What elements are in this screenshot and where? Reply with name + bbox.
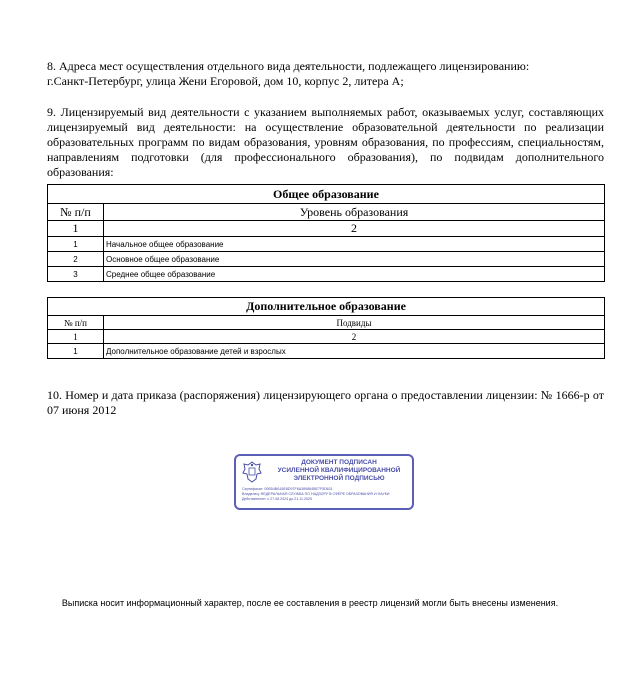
row-number: 2	[48, 252, 104, 267]
row-subtype: Дополнительное образование детей и взрослых	[104, 344, 605, 359]
table-row	[48, 267, 605, 282]
electronic-signature-stamp	[234, 454, 414, 510]
additional-education-table	[47, 297, 605, 359]
section-9-text: 9. Лицензируемый вид деятельности с указанием выполняемых работ, оказываемых услуг, составляющих лицензируемый вид деятельности: на осуществление образовательной деятельности по реализации образовательных программ по видам образования, уровням образования, по профессиям, специальностям, направлениям подготовки (для профессионального образования), по подвидам дополнительного образования:	[47, 105, 604, 179]
column-header-level: Уровень образования	[104, 204, 605, 221]
certificate-validity: Действителен: с 27.08.2024 до 21.11.2025	[242, 497, 312, 501]
row-level: Начальное общее образование	[104, 237, 605, 252]
additional-education-title: Дополнительное образование	[48, 298, 605, 316]
stamp-details	[242, 487, 410, 502]
column-index-1: 1	[48, 330, 104, 344]
column-index-1: 1	[48, 221, 104, 237]
row-number: 3	[48, 267, 104, 282]
stamp-title	[266, 459, 412, 483]
footer-note: Выписка носит информационный характер, после ее составления в реестр лицензий могли быть внесены изменения.	[61, 598, 559, 608]
general-education-table	[47, 184, 605, 282]
column-index-2: 2	[104, 221, 605, 237]
stamp-title-line: УСИЛЕННОЙ КВАЛИФИЦИРОВАННОЙ	[277, 467, 401, 474]
row-number: 1	[48, 344, 104, 359]
table-row	[48, 252, 605, 267]
row-level: Среднее общее образование	[104, 267, 605, 282]
certificate-owner: Владелец: ФЕДЕРАЛЬНАЯ СЛУЖБА ПО НАДЗОРУ В СФЕРЕ ОБРАЗОВАНИЯ И НАУКИ	[242, 492, 390, 496]
column-index-2: 2	[104, 330, 605, 344]
table-row	[48, 344, 605, 359]
column-header-number: № п/п	[48, 316, 104, 330]
coat-of-arms-icon	[241, 460, 263, 484]
certificate-number: Сертификат: 00B54BA16E8D97F6A389884BE7F5D631	[242, 487, 333, 491]
column-header-number: № п/п	[48, 204, 104, 221]
section-10-text: 10. Номер и дата приказа (распоряжения) лицензирующего органа о предоставлении лицензии: № 1666-р от 07 июня 2012	[47, 388, 604, 417]
stamp-title-line: ЭЛЕКТРОННОЙ ПОДПИСЬЮ	[293, 475, 385, 482]
column-header-subtype: Подвиды	[104, 316, 605, 330]
row-level: Основное общее образование	[104, 252, 605, 267]
stamp-title-line: ДОКУМЕНТ ПОДПИСАН	[301, 459, 377, 466]
section-8-text: 8. Адреса мест осуществления отдельного вида деятельности, подлежащего лицензированию:	[47, 59, 530, 73]
general-education-title: Общее образование	[48, 185, 605, 204]
row-number: 1	[48, 237, 104, 252]
table-row	[48, 237, 605, 252]
section-8-address: г.Санкт-Петербург, улица Жени Егоровой, дом 10, корпус 2, литера А;	[47, 74, 404, 88]
section-8	[47, 59, 604, 89]
